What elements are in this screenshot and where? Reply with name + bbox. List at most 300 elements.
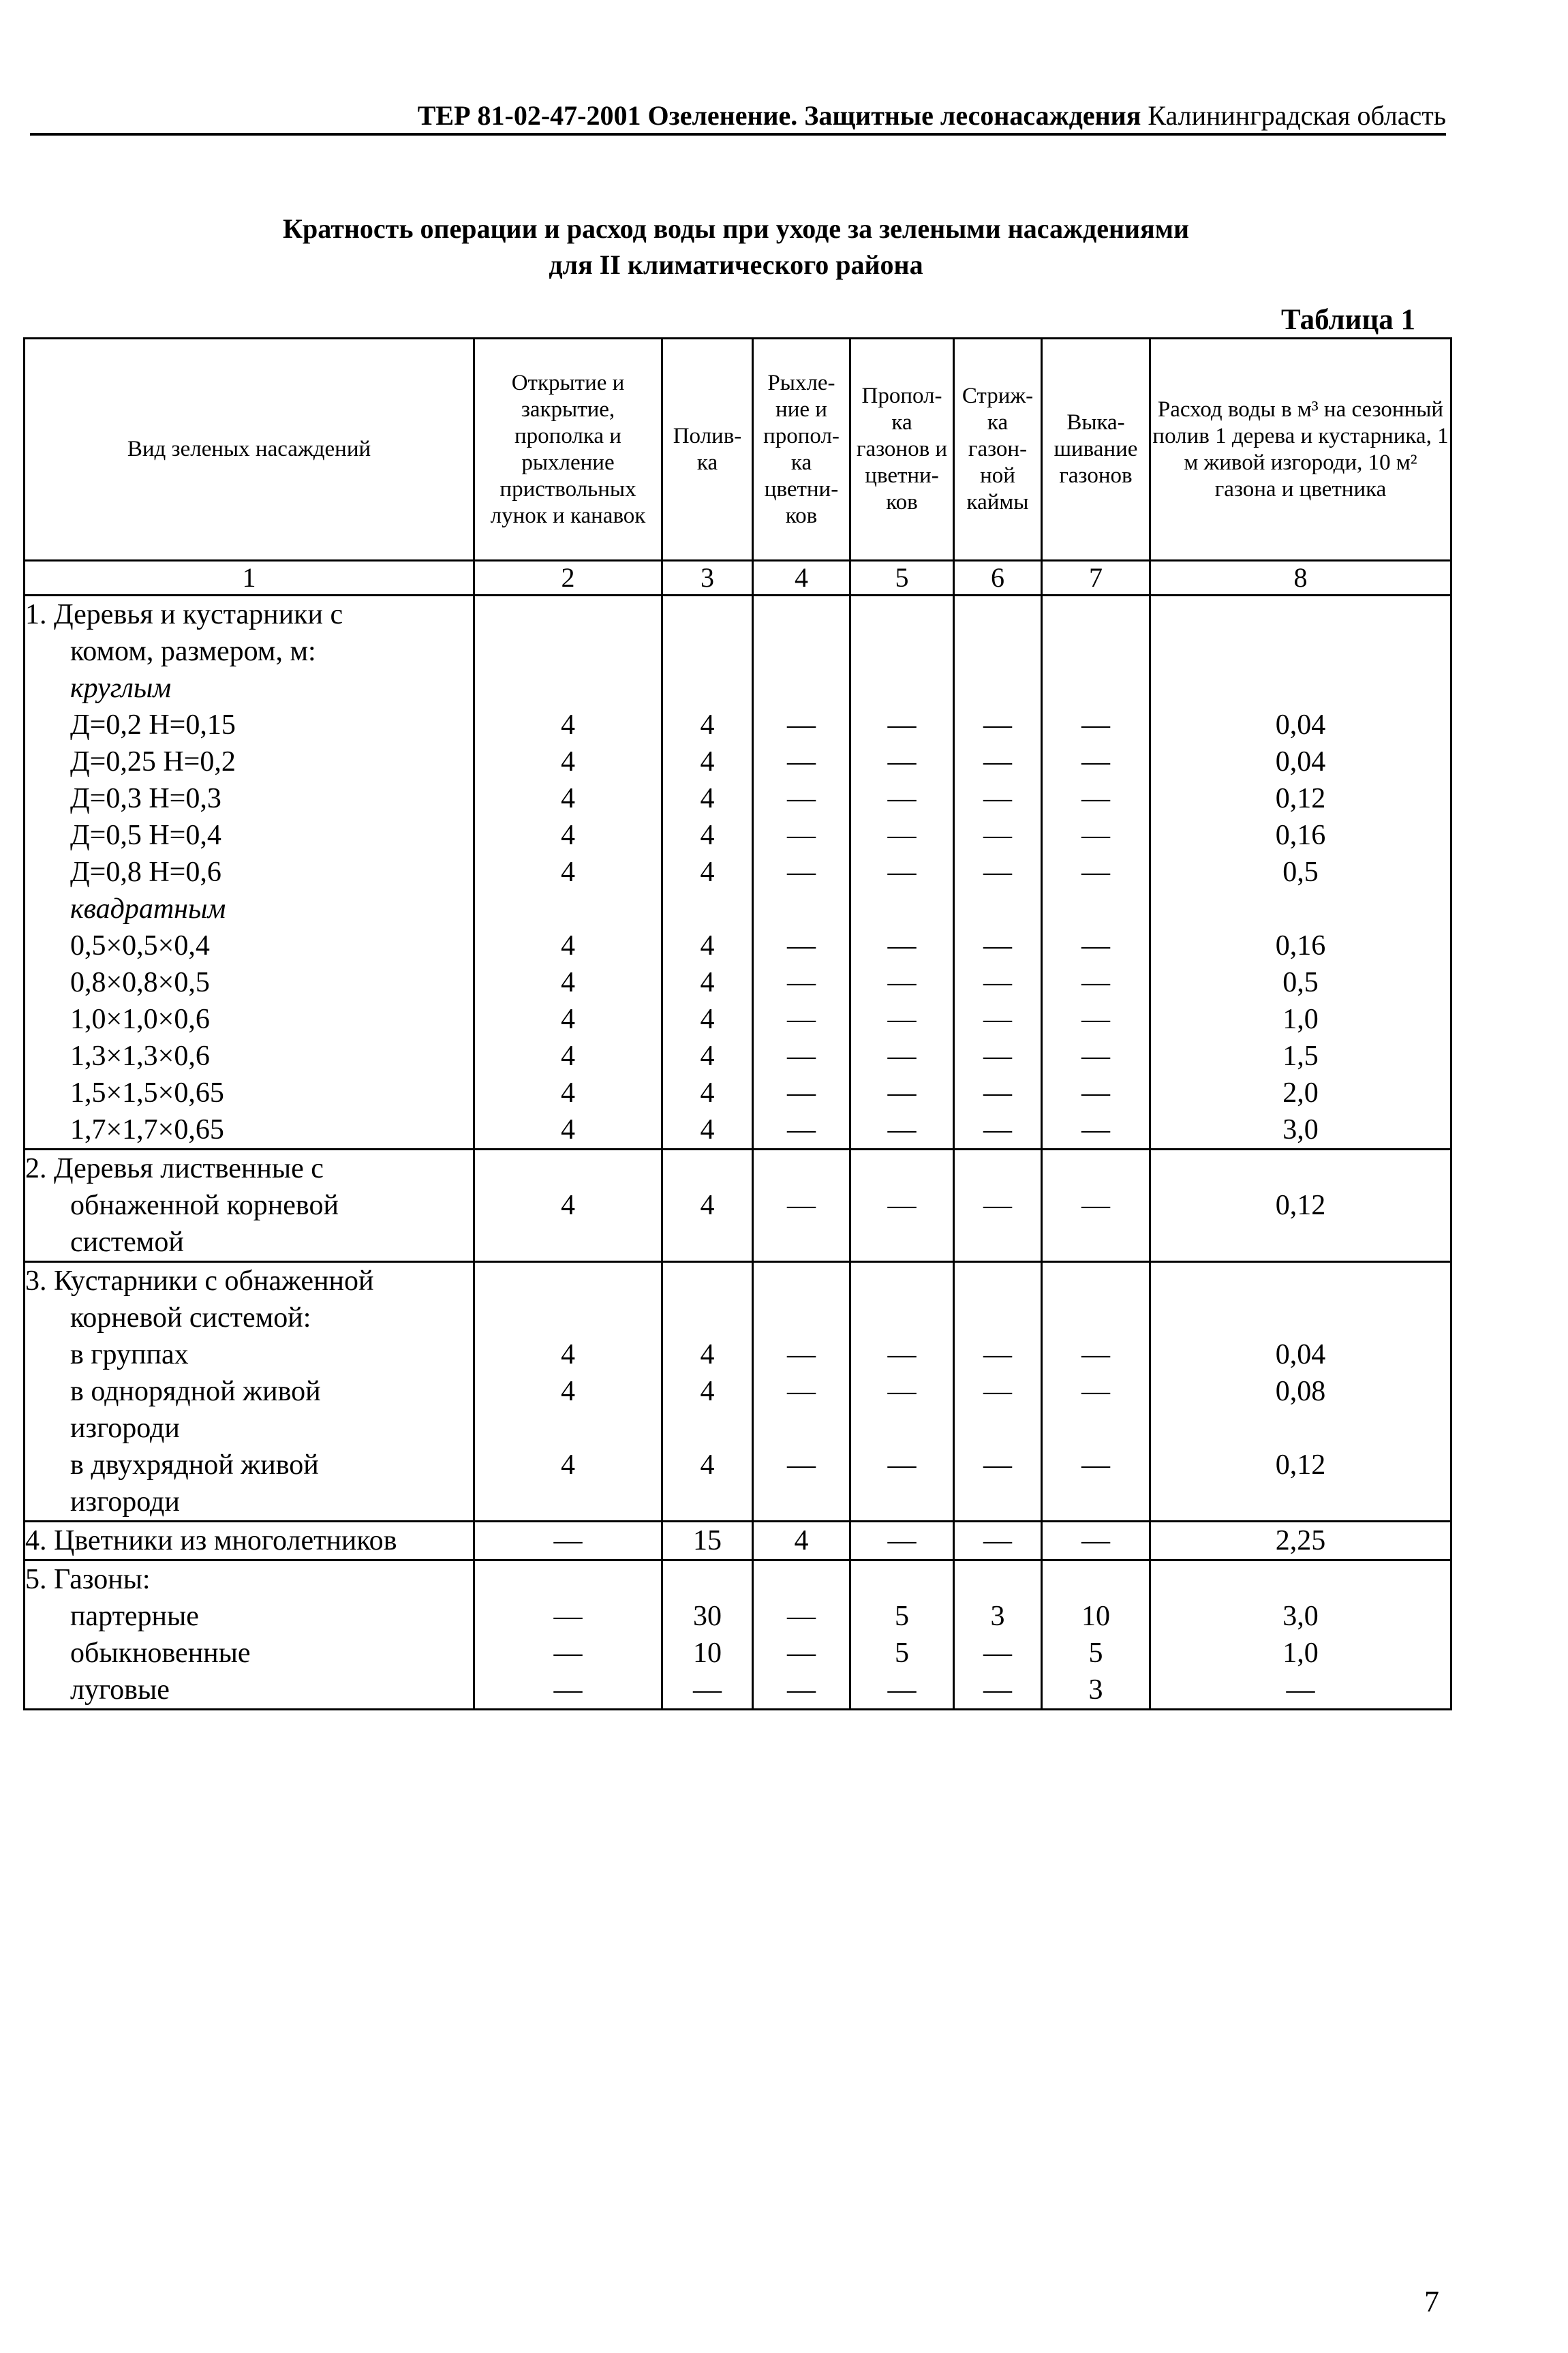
cell-value — [955, 670, 1041, 707]
cell-plant-type — [25, 1262, 474, 1522]
cell-value: 4 — [561, 1077, 575, 1109]
plant-type-line: 0,5×0,5×0,4 — [70, 930, 210, 962]
plant-type-line: 1,0×1,0×0,6 — [70, 1004, 210, 1035]
cell-value — [955, 1224, 1041, 1261]
cell-value: — — [983, 1190, 1012, 1221]
cell-value: — — [983, 930, 1012, 962]
plant-type-line: 4. Цветники из многолетников — [25, 1525, 397, 1556]
header-cell: Стриж-ка газон-ной каймы — [954, 339, 1042, 561]
cell-value: 4 — [561, 1114, 575, 1145]
cell-value: 4 — [700, 1041, 715, 1072]
cell-value: 4 — [561, 709, 575, 741]
column-numbers-row — [25, 561, 1451, 596]
cell-value: — — [887, 1190, 917, 1221]
cell-value — [475, 1150, 661, 1187]
plant-type-line: партерные — [70, 1601, 199, 1632]
cell-plant-type — [25, 1150, 474, 1262]
cell-value: — — [983, 1376, 1012, 1407]
cell-value: — — [887, 1041, 917, 1072]
cell-value — [851, 1410, 953, 1447]
cell-value — [663, 596, 752, 633]
table-row-group — [25, 1262, 1451, 1522]
cell-value: 1,0 — [1282, 1637, 1319, 1669]
cell-value: — — [1081, 1077, 1110, 1109]
cell-value: 0,12 — [1275, 1449, 1326, 1481]
column-number: 3 — [662, 561, 753, 596]
cell-value: 4 — [700, 709, 715, 741]
cell-value — [955, 1483, 1041, 1520]
cell-value: — — [887, 857, 917, 888]
cell-value — [1043, 596, 1149, 633]
plant-type-line: системой — [70, 1227, 184, 1258]
cell-value: — — [983, 1339, 1012, 1370]
plant-type-line: Д=0,25 Н=0,2 — [70, 746, 236, 778]
cell-value: — — [787, 820, 816, 851]
cell-value — [663, 1483, 752, 1520]
cell-value: — — [1081, 1339, 1110, 1370]
cell-value: — — [1081, 1190, 1110, 1221]
header-cell: Открытие и закрытие, прополка и рыхление приствольных лунок и канавок — [474, 339, 662, 561]
cell-value: 4 — [561, 967, 575, 998]
cell-value: — — [887, 746, 917, 778]
cell-value — [955, 596, 1041, 633]
cell-value: 3,0 — [1282, 1601, 1319, 1632]
cell-value: — — [1081, 820, 1110, 851]
cell-value: 4 — [561, 746, 575, 778]
cell-value: — — [787, 930, 816, 962]
cell-column-4 — [753, 1560, 850, 1710]
cell-value — [1151, 1561, 1450, 1598]
cell-value — [1043, 1483, 1149, 1520]
cell-value: — — [787, 746, 816, 778]
cell-value: — — [1081, 783, 1110, 814]
cell-value: 4 — [561, 783, 575, 814]
cell-value: 1,5 — [1282, 1041, 1319, 1072]
cell-value: 4 — [700, 820, 715, 851]
cell-value: 4 — [700, 857, 715, 888]
cell-value — [475, 1224, 661, 1261]
cell-value: — — [983, 783, 1012, 814]
header-cell: Расход воды в м³ на сезонный полив 1 дерева и кустарника, 1 м живой изгороди, 10 м² газона и цветника — [1150, 339, 1451, 561]
cell-value: — — [983, 857, 1012, 888]
cell-value: — — [787, 1449, 816, 1481]
cell-value: — — [983, 1004, 1012, 1035]
cell-value — [754, 1263, 849, 1299]
cell-value — [754, 596, 849, 633]
cell-value: 10 — [1081, 1601, 1110, 1632]
cell-value: — — [787, 857, 816, 888]
cell-value: 0,16 — [1275, 820, 1326, 851]
cell-value: — — [553, 1601, 583, 1632]
cell-value — [1043, 670, 1149, 707]
plant-type-line: Д=0,2 Н=0,15 — [70, 709, 236, 741]
cell-value — [754, 670, 849, 707]
cell-value: — — [787, 1077, 816, 1109]
cell-value: 4 — [700, 746, 715, 778]
cell-value — [1043, 891, 1149, 927]
cell-value — [851, 1483, 953, 1520]
cell-value — [955, 891, 1041, 927]
cell-plant-type — [25, 596, 474, 1150]
cell-value — [851, 633, 953, 670]
plant-type-line: в однорядной живой — [70, 1376, 321, 1407]
cell-value: — — [787, 967, 816, 998]
cell-value: — — [553, 1637, 583, 1669]
cell-column-2 — [474, 1560, 662, 1710]
cell-value: — — [1081, 967, 1110, 998]
cell-value: — — [1081, 1376, 1110, 1407]
cell-value: 4 — [561, 930, 575, 962]
plant-type-line: 1. Деревья и кустарники с — [25, 599, 343, 630]
cell-value — [475, 670, 661, 707]
document-title-line2: для II климатического района — [549, 249, 923, 280]
cell-value: — — [887, 1339, 917, 1370]
cell-value: — — [787, 1041, 816, 1072]
cell-value: 15 — [693, 1525, 722, 1556]
cell-value — [754, 1410, 849, 1447]
column-number: 5 — [850, 561, 954, 596]
cell-value — [955, 1150, 1041, 1187]
cell-value: — — [983, 1449, 1012, 1481]
table-row-group — [25, 1150, 1451, 1262]
cell-value: — — [787, 783, 816, 814]
cell-value: — — [553, 1525, 583, 1556]
cell-value: 4 — [561, 857, 575, 888]
cell-value: 10 — [693, 1637, 722, 1669]
cell-value — [851, 670, 953, 707]
plant-type-line: Д=0,8 Н=0,6 — [70, 857, 221, 888]
plant-type-line: 5. Газоны: — [25, 1564, 151, 1595]
cell-value: 4 — [700, 1376, 715, 1407]
header-text — [418, 99, 1446, 132]
cell-value — [1151, 1224, 1450, 1261]
cell-value: 0,5 — [1282, 857, 1319, 888]
cell-value: 0,16 — [1275, 930, 1326, 962]
cell-value — [1151, 1263, 1450, 1299]
cell-column-4 — [753, 1262, 850, 1522]
cell-value: — — [1286, 1674, 1315, 1706]
plant-type-line: квадратным — [70, 893, 226, 925]
document-title-line1: Кратность операции и расход воды при уходе за зелеными насаждениями — [283, 213, 1189, 244]
cell-value: 4 — [700, 930, 715, 962]
cell-value: — — [887, 930, 917, 962]
cell-value: 4 — [794, 1525, 809, 1556]
cell-value — [1043, 1150, 1149, 1187]
cell-column-7 — [1042, 596, 1150, 1150]
cell-value — [955, 1410, 1041, 1447]
cell-column-2 — [474, 1522, 662, 1560]
cell-value: — — [787, 1339, 816, 1370]
cell-value — [1043, 1224, 1149, 1261]
cell-value: — — [983, 746, 1012, 778]
cell-value: 0,04 — [1275, 746, 1326, 778]
cell-value: — — [553, 1674, 583, 1706]
cell-value: — — [887, 820, 917, 851]
cell-column-5 — [850, 1262, 954, 1522]
cell-column-3 — [662, 596, 753, 1150]
cell-value: — — [693, 1674, 722, 1706]
cell-value — [754, 633, 849, 670]
cell-value: 0,12 — [1275, 783, 1326, 814]
cell-value — [851, 1224, 953, 1261]
cell-value — [851, 1299, 953, 1336]
cell-value — [1151, 596, 1450, 633]
cell-value: — — [787, 1114, 816, 1145]
cell-value: 5 — [895, 1601, 909, 1632]
cell-column-6 — [954, 1150, 1042, 1262]
plant-type-line: обнаженной корневой — [70, 1190, 339, 1221]
cell-value: — — [787, 1674, 816, 1706]
plant-type-line: Д=0,5 Н=0,4 — [70, 820, 221, 851]
cell-value: — — [787, 1190, 816, 1221]
cell-value: — — [787, 1376, 816, 1407]
plant-type-line: изгороди — [70, 1413, 180, 1444]
cell-value — [663, 1150, 752, 1187]
column-number: 1 — [25, 561, 474, 596]
cell-value: — — [1081, 709, 1110, 741]
cell-value — [754, 891, 849, 927]
cell-value — [1151, 891, 1450, 927]
cell-value — [1043, 633, 1149, 670]
cell-value — [851, 1150, 953, 1187]
cell-value — [475, 1561, 661, 1598]
cell-value: 30 — [693, 1601, 722, 1632]
cell-column-3 — [662, 1262, 753, 1522]
cell-column-3 — [662, 1522, 753, 1560]
plant-type-line: изгороди — [70, 1486, 180, 1518]
cell-value — [1043, 1410, 1149, 1447]
cell-value — [955, 1561, 1041, 1598]
cell-column-3 — [662, 1150, 753, 1262]
cell-column-6 — [954, 1262, 1042, 1522]
cell-value — [475, 891, 661, 927]
header-cell: Пропол-ка газонов и цветни-ков — [850, 339, 954, 561]
cell-value: — — [887, 1525, 917, 1556]
page-header — [30, 89, 1446, 136]
column-number: 8 — [1150, 561, 1451, 596]
cell-value: — — [887, 967, 917, 998]
cell-value: — — [887, 783, 917, 814]
cell-value: 4 — [700, 1004, 715, 1035]
cell-column-2 — [474, 1150, 662, 1262]
cell-value: — — [787, 1637, 816, 1669]
cell-value — [754, 1561, 849, 1598]
column-number: 2 — [474, 561, 662, 596]
cell-value: 5 — [1088, 1637, 1103, 1669]
table-header-row — [25, 339, 1451, 561]
cell-value — [475, 633, 661, 670]
cell-value: 5 — [895, 1637, 909, 1669]
cell-value: 2,0 — [1282, 1077, 1319, 1109]
cell-value: 4 — [700, 1114, 715, 1145]
cell-value: 0,08 — [1275, 1376, 1326, 1407]
cell-value: — — [1081, 1525, 1110, 1556]
cell-value: 4 — [700, 1190, 715, 1221]
cell-value: — — [983, 967, 1012, 998]
cell-value: — — [983, 1114, 1012, 1145]
cell-value: 0,12 — [1275, 1190, 1326, 1221]
cell-column-7 — [1042, 1262, 1150, 1522]
cell-value — [955, 1299, 1041, 1336]
cell-value: 4 — [561, 1449, 575, 1481]
cell-value: 4 — [561, 1339, 575, 1370]
cell-value: 0,04 — [1275, 1339, 1326, 1370]
cell-value — [475, 1299, 661, 1336]
cell-value — [851, 891, 953, 927]
cell-value: — — [1081, 930, 1110, 962]
cell-column-7 — [1042, 1560, 1150, 1710]
plant-type-line: 2. Деревья лиственные с — [25, 1153, 324, 1184]
cell-value — [955, 1263, 1041, 1299]
cell-value: — — [983, 1525, 1012, 1556]
table-label: Таблица 1 — [1281, 304, 1415, 336]
header-code: ТЕР 81-02-47-2001 Озеленение. Защитные лесонасаждения — [417, 100, 1141, 131]
cell-value — [851, 1263, 953, 1299]
cell-value — [663, 1299, 752, 1336]
cell-value: — — [1081, 1114, 1110, 1145]
cell-column-6 — [954, 596, 1042, 1150]
plant-type-line: обыкновенные — [70, 1637, 251, 1669]
cell-value — [851, 596, 953, 633]
cell-value — [663, 633, 752, 670]
cell-value — [1151, 1410, 1450, 1447]
cell-value: 0,04 — [1275, 709, 1326, 741]
cell-value: — — [983, 1637, 1012, 1669]
cell-value — [475, 1483, 661, 1520]
cell-value: 4 — [700, 783, 715, 814]
plant-type-line: 0,8×0,8×0,5 — [70, 967, 210, 998]
cell-value: — — [887, 1376, 917, 1407]
cell-value — [475, 1410, 661, 1447]
cell-column-2 — [474, 596, 662, 1150]
cell-value: — — [1081, 746, 1110, 778]
cell-value: — — [983, 1077, 1012, 1109]
cell-value — [754, 1150, 849, 1187]
table-row-group — [25, 1560, 1451, 1710]
cell-column-8 — [1150, 1522, 1451, 1560]
cell-value: — — [887, 1077, 917, 1109]
cell-value: 4 — [700, 1449, 715, 1481]
plant-type-line: 3. Кустарники с обнаженной — [25, 1265, 374, 1297]
cell-value — [663, 1263, 752, 1299]
plant-type-line: 1,7×1,7×0,65 — [70, 1114, 224, 1145]
cell-value: 4 — [561, 1041, 575, 1072]
cell-value — [1151, 633, 1450, 670]
cell-column-8 — [1150, 596, 1451, 1150]
plant-type-line: луговые — [70, 1674, 170, 1706]
cell-value — [1151, 1483, 1450, 1520]
cell-column-2 — [474, 1262, 662, 1522]
data-table — [23, 337, 1452, 1710]
cell-value — [955, 633, 1041, 670]
cell-value — [663, 1410, 752, 1447]
header-cell: Полив-ка — [662, 339, 753, 561]
cell-column-4 — [753, 1522, 850, 1560]
cell-column-8 — [1150, 1560, 1451, 1710]
cell-value: 1,0 — [1282, 1004, 1319, 1035]
cell-value: — — [1081, 1004, 1110, 1035]
cell-value — [1043, 1263, 1149, 1299]
cell-value: — — [983, 1041, 1012, 1072]
cell-value — [754, 1224, 849, 1261]
table-row-group — [25, 1522, 1451, 1560]
cell-value: 4 — [700, 1077, 715, 1109]
cell-value: — — [887, 1004, 917, 1035]
header-region: Калининградская область — [1148, 100, 1446, 131]
cell-column-5 — [850, 596, 954, 1150]
cell-value: 4 — [700, 1339, 715, 1370]
cell-value — [1151, 1299, 1450, 1336]
header-cell: Вид зеленых насаждений — [25, 339, 474, 561]
cell-value: — — [983, 820, 1012, 851]
cell-plant-type — [25, 1560, 474, 1710]
cell-value: — — [983, 1674, 1012, 1706]
cell-column-5 — [850, 1150, 954, 1262]
cell-value: — — [787, 1004, 816, 1035]
cell-column-8 — [1150, 1150, 1451, 1262]
cell-value: — — [887, 1114, 917, 1145]
cell-value: 3 — [990, 1601, 1005, 1632]
plant-type-line: 1,5×1,5×0,65 — [70, 1077, 224, 1109]
column-number: 4 — [753, 561, 850, 596]
cell-value — [475, 1263, 661, 1299]
cell-value: 4 — [700, 967, 715, 998]
cell-value: — — [1081, 857, 1110, 888]
cell-column-6 — [954, 1560, 1042, 1710]
plant-type-line: в группах — [70, 1339, 189, 1370]
cell-value: — — [787, 709, 816, 741]
cell-value: — — [887, 1674, 917, 1706]
cell-value: — — [887, 1449, 917, 1481]
cell-value: — — [1081, 1449, 1110, 1481]
cell-column-7 — [1042, 1522, 1150, 1560]
cell-value: 4 — [561, 1376, 575, 1407]
cell-value — [663, 1561, 752, 1598]
cell-value: 3 — [1088, 1674, 1103, 1706]
cell-value: — — [983, 709, 1012, 741]
plant-type-line: круглым — [70, 673, 172, 704]
page-number: 7 — [1424, 2285, 1439, 2318]
plant-type-line: 1,3×1,3×0,6 — [70, 1041, 210, 1072]
cell-column-4 — [753, 596, 850, 1150]
cell-value: 2,25 — [1275, 1525, 1326, 1556]
cell-value — [663, 670, 752, 707]
cell-value — [1151, 670, 1450, 707]
cell-column-3 — [662, 1560, 753, 1710]
cell-value — [1043, 1561, 1149, 1598]
cell-column-5 — [850, 1522, 954, 1560]
cell-column-7 — [1042, 1150, 1150, 1262]
table-row-group — [25, 596, 1451, 1150]
plant-type-line: корневой системой: — [70, 1302, 311, 1334]
header-cell: Рыхле-ние и пропол-ка цветни-ков — [753, 339, 850, 561]
cell-value: 4 — [561, 1004, 575, 1035]
plant-type-line: Д=0,3 Н=0,3 — [70, 783, 221, 814]
cell-value: 4 — [561, 1190, 575, 1221]
column-number: 7 — [1042, 561, 1150, 596]
plant-type-line: комом, размером, м: — [70, 636, 316, 667]
cell-plant-type — [25, 1522, 474, 1560]
plant-type-line: в двухрядной живой — [70, 1449, 319, 1481]
cell-column-4 — [753, 1150, 850, 1262]
cell-value — [475, 596, 661, 633]
cell-value: 4 — [561, 820, 575, 851]
cell-value: — — [787, 1601, 816, 1632]
cell-value — [1043, 1299, 1149, 1336]
cell-value: 3,0 — [1282, 1114, 1319, 1145]
cell-value — [851, 1561, 953, 1598]
cell-value: — — [1081, 1041, 1110, 1072]
